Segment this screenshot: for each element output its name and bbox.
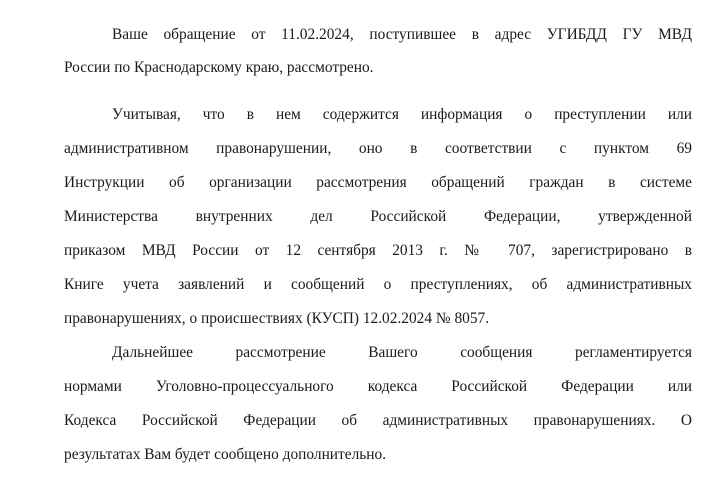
paragraph-2-line-3: Инструкции об организации рассмотрения обращений граждан в системе [64, 174, 692, 191]
paragraph-2-line-7: правонарушениях, о происшествиях (КУСП) 12.02.2024 № 8057. [64, 310, 490, 327]
paragraph-3-line-3: Кодекса Российской Федерации об административных правонарушениях. О [64, 412, 692, 429]
paragraph-2-line-5: приказом МВД России от 12 сентября 2013 г. № 707, зарегистрировано в [64, 242, 692, 259]
paragraph-2-line-2: административном правонарушении, оно в соответствии с пунктом 69 [64, 140, 692, 157]
paragraph-2-line-1: Учитывая, что в нем содержится информация о преступлении или [112, 106, 692, 123]
paragraph-1-line-1: Ваше обращение от 11.02.2024, поступившее в адрес УГИБДД ГУ МВД [112, 26, 692, 43]
paragraph-3-line-4: результатах Вам будет сообщено дополнительно. [64, 446, 387, 463]
paragraph-2-line-6: Книге учета заявлений и сообщений о преступлениях, об административных [64, 276, 692, 293]
paragraph-3-line-1: Дальнейшее рассмотрение Вашего сообщения регламентируется [112, 344, 692, 361]
paragraph-1-line-2: России по Краснодарскому краю, рассмотрено. [64, 59, 374, 76]
paragraph-3-line-2: нормами Уголовно-процессуального кодекса Российской Федерации или [64, 378, 692, 395]
paragraph-2-line-4: Министерства внутренних дел Российской Федерации, утвержденной [64, 208, 692, 225]
